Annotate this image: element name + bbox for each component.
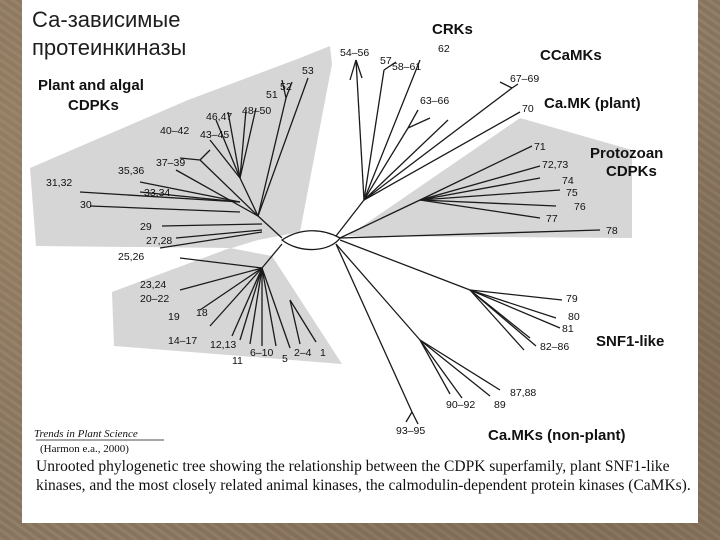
leaf-label: 75: [566, 187, 578, 199]
group-camks-nonplant: Ca.MKs (non-plant): [488, 427, 626, 444]
protozoan-shade: [348, 118, 632, 238]
leaf-label: 67–69: [510, 73, 540, 85]
leaf-label: 82–86: [540, 341, 570, 353]
leaf-label: 53: [302, 65, 314, 77]
leaf-label: 11: [232, 355, 243, 367]
leaf-label: 29: [140, 221, 152, 233]
leaf-label: 70: [522, 103, 534, 115]
leaf-label: 78: [606, 225, 618, 237]
leaf-label: 51: [266, 89, 278, 101]
leaf-label: 57: [380, 55, 392, 67]
leaf-label: 81: [562, 323, 574, 335]
figure-caption: Unrooted phylogenetic tree showing the relationship between the CDPK superfamily, plant SNF1-like kinases, and the most closely related animal kinases, the calmodulin-dependent protein kinases (CaMKs).: [36, 458, 691, 494]
leaf-label: 40–42: [160, 125, 190, 137]
leaf-label: 58–61: [392, 61, 422, 73]
leaf-label: 1: [320, 347, 326, 359]
leaf-label: 76: [574, 201, 586, 213]
leaf-label: 14–17: [168, 335, 198, 347]
leaf-label: 90–92: [446, 399, 476, 411]
slide-title-line1: Са-зависимые: [32, 7, 181, 32]
leaf-label: 5: [282, 353, 288, 365]
leaf-label: 30: [80, 199, 92, 211]
group-protozoan-line1: Protozoan: [590, 145, 664, 162]
leaf-label: 23,24: [140, 279, 167, 291]
group-protozoan-line2: CDPKs: [606, 163, 657, 180]
group-crks: CRKs: [432, 21, 473, 38]
source-journal: Trends in Plant Science: [34, 428, 138, 440]
leaf-label: 87,88: [510, 387, 537, 399]
group-plant-cdpks-line2: CDPKs: [68, 97, 119, 114]
group-camk-plant: Ca.MK (plant): [544, 95, 641, 112]
leaf-label: 27,28: [146, 235, 173, 247]
leaf-label: 74: [562, 175, 574, 187]
group-ccamks: CCaMKs: [540, 47, 602, 64]
leaf-label: 46,47: [206, 111, 233, 123]
leaf-label: 12,13: [210, 339, 237, 351]
leaf-label: 25,26: [118, 251, 145, 263]
leaf-label: 48–50: [242, 105, 272, 117]
leaf-label: 93–95: [396, 425, 426, 437]
leaf-label: 52: [280, 81, 292, 93]
leaf-label: 63–66: [420, 95, 450, 107]
leaf-label: 72,73: [542, 159, 569, 171]
leaf-label: 37–39: [156, 157, 186, 169]
slide-title-line2: протеинкиназы: [32, 35, 187, 60]
group-snf1: SNF1-like: [596, 333, 665, 350]
leaf-label: 89: [494, 399, 506, 411]
leaf-label: 43–45: [200, 129, 230, 141]
leaf-label: 6–10: [250, 347, 274, 359]
source-citation: (Harmon e.a., 2000): [40, 443, 129, 455]
leaf-label: 18: [196, 307, 208, 319]
leaf-label: 33,34: [144, 187, 171, 199]
leaf-label: 80: [568, 311, 580, 323]
leaf-label: 71: [534, 141, 546, 153]
leaf-label: 77: [546, 213, 558, 225]
leaf-label: 20–22: [140, 293, 170, 305]
leaf-label: 35,36: [118, 165, 145, 177]
leaf-label: 62: [438, 43, 450, 55]
leaf-label: 79: [566, 293, 578, 305]
leaf-label: 2–4: [294, 347, 312, 359]
leaf-label: 19: [168, 311, 180, 323]
group-plant-cdpks-line1: Plant and algal: [38, 77, 144, 94]
leaf-label: 31,32: [46, 177, 73, 189]
leaf-label: 54–56: [340, 47, 370, 59]
